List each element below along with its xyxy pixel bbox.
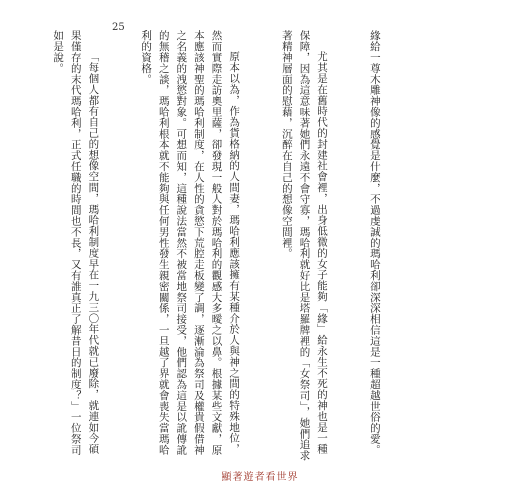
page-number: 25 xyxy=(112,22,125,33)
page-footer: 顯著遊者看世界 xyxy=(221,472,299,483)
paragraph-3: 原本以為，作為貨格納的人間妻，瑪哈利應該擁有某種介於人與神之間的特殊地位，然而實際走訪奧里薩，卻發現一般人對於瑪哈利的觀感大多曖之以鼻。根據某些文獻，原本應該神聖的瑪哈利制度，在人性的貪慾下荒腔走板變了調，逐漸淪為祭司及權貴假借神之名義的洩慾對象。可想而知，這種說法當然不被當地祭司接受，他們認為這是以訛傳訛的無稽之談，瑪哈利根本就不能夠與任何男性發生親密關係，一旦越了界就會喪失當瑪哈利的資格。 xyxy=(140,30,241,456)
paragraph-1: 緣給一尊木雕神像的感覺是什麼，不過虔誠的瑪哈利卻深深相信這是一種超越世俗的愛。 xyxy=(368,30,381,456)
paragraph-4: 「每個人都有自己的想像空間，瑪哈利制度早在一九三〇年代就已廢除，就連如今碩果僅存的末代瑪哈利，正式任職的時間也不長，又有誰真正了解昔日的制度？」一位祭司如是說。 xyxy=(52,30,100,456)
body-text xyxy=(52,30,418,462)
paragraph-2: 尤其是在舊時代的封建社會裡，出身低微的女子能夠「緣」給永生不死的神也是一種保障，因為這意味著她們永遠不會守寡，瑪哈利就好比是塔羅牌裡的「女祭司」，她們追求著精神層面的慰藉，沉醉在自己的想像空間裡。 xyxy=(280,30,329,461)
